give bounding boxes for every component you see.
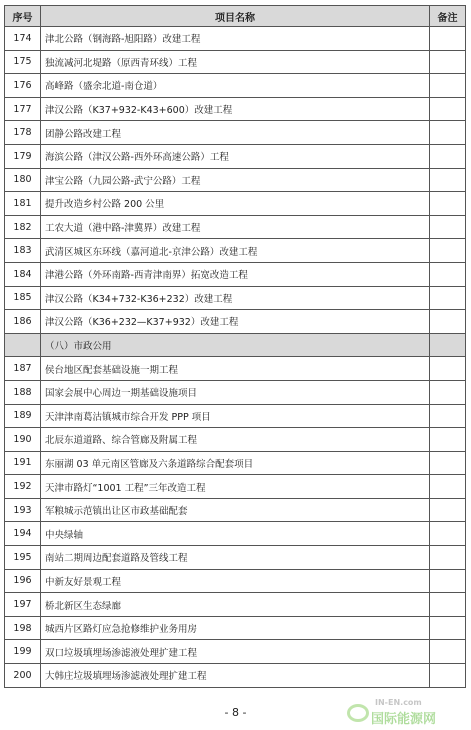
row-remarks (430, 192, 466, 216)
globe-icon (347, 704, 369, 722)
watermark-domain: IN-EN.com (375, 698, 422, 707)
table-row (5, 50, 466, 74)
row-number: 196 (5, 569, 41, 593)
row-remarks (430, 168, 466, 192)
table-row (5, 192, 466, 216)
row-remarks (430, 616, 466, 640)
row-project-name: 东丽湖 03 单元南区管廊及六条道路综合配套项目 (41, 451, 430, 475)
row-project-name: 军粮城示范镇出让区市政基础配套 (41, 498, 430, 522)
row-remarks (430, 451, 466, 475)
table-row (5, 640, 466, 664)
row-remarks (430, 569, 466, 593)
row-project-name: 津汉公路（K34+732-K36+232）改建工程 (41, 286, 430, 310)
row-project-name: 工农大道（港中路-津冀界）改建工程 (41, 215, 430, 239)
row-number: 191 (5, 451, 41, 475)
row-remarks (430, 215, 466, 239)
row-number: 198 (5, 616, 41, 640)
table-row (5, 546, 466, 570)
table-row (5, 428, 466, 452)
row-project-name: 城西片区路灯应急抢修维护业务用房 (41, 616, 430, 640)
header-remarks: 备注 (430, 6, 466, 27)
row-number: 192 (5, 475, 41, 499)
row-remarks (430, 74, 466, 98)
table-row (5, 404, 466, 428)
row-remarks (430, 380, 466, 404)
table-row (5, 144, 466, 168)
row-project-name: 天津市路灯“1001 工程”三年改造工程 (41, 475, 430, 499)
row-number: 181 (5, 192, 41, 216)
table-row (5, 310, 466, 334)
table-row (5, 357, 466, 381)
header-number: 序号 (5, 6, 41, 27)
row-number: 179 (5, 144, 41, 168)
table-row (5, 215, 466, 239)
row-remarks (430, 310, 466, 334)
row-project-name: 天津津南葛沽镇城市综合开发 PPP 项目 (41, 404, 430, 428)
section-row (5, 333, 466, 357)
row-number: 186 (5, 310, 41, 334)
table-row (5, 121, 466, 145)
row-remarks (430, 97, 466, 121)
row-number: 185 (5, 286, 41, 310)
row-number: 183 (5, 239, 41, 263)
row-remarks (430, 239, 466, 263)
table-row (5, 498, 466, 522)
row-project-name: 津宝公路（九园公路-武宁公路）工程 (41, 168, 430, 192)
row-project-name: 津北公路（钢海路-旭阳路）改建工程 (41, 27, 430, 51)
row-project-name: 海滨公路（津汉公路-西外环高速公路）工程 (41, 144, 430, 168)
row-number: 200 (5, 664, 41, 688)
row-remarks (430, 428, 466, 452)
row-remarks (430, 144, 466, 168)
row-number: 178 (5, 121, 41, 145)
row-remarks (430, 498, 466, 522)
row-number: 193 (5, 498, 41, 522)
table-row (5, 27, 466, 51)
row-remarks (430, 404, 466, 428)
table-row (5, 262, 466, 286)
table-row (5, 97, 466, 121)
row-number: 182 (5, 215, 41, 239)
section-number-cell (5, 333, 41, 357)
row-number: 176 (5, 74, 41, 98)
row-project-name: 北辰东道道路、综合管廊及附属工程 (41, 428, 430, 452)
table-row (5, 286, 466, 310)
row-number: 195 (5, 546, 41, 570)
row-number: 187 (5, 357, 41, 381)
table-row (5, 475, 466, 499)
row-number: 174 (5, 27, 41, 51)
row-number: 177 (5, 97, 41, 121)
row-remarks (430, 593, 466, 617)
page-number: - 8 - (224, 706, 247, 719)
table-row (5, 522, 466, 546)
row-project-name: 津汉公路（K36+232—K37+932）改建工程 (41, 310, 430, 334)
row-project-name: 国家会展中心周边一期基础设施项目 (41, 380, 430, 404)
row-project-name: 大韩庄垃圾填埋场渗滤液处理扩建工程 (41, 664, 430, 688)
row-remarks (430, 27, 466, 51)
row-number: 194 (5, 522, 41, 546)
table-row (5, 664, 466, 688)
header-project-name: 项目名称 (41, 6, 430, 27)
row-number: 188 (5, 380, 41, 404)
row-project-name: 团静公路改建工程 (41, 121, 430, 145)
section-label: （八）市政公用 (41, 333, 430, 357)
row-project-name: 侯台地区配套基础设施一期工程 (41, 357, 430, 381)
row-project-name: 中央绿轴 (41, 522, 430, 546)
row-number: 197 (5, 593, 41, 617)
table-row (5, 74, 466, 98)
table-row (5, 239, 466, 263)
row-project-name: 津汉公路（K37+932-K43+600）改建工程 (41, 97, 430, 121)
row-remarks (430, 522, 466, 546)
row-remarks (430, 50, 466, 74)
row-project-name: 武清区城区东环线（嘉河道北-京津公路）改建工程 (41, 239, 430, 263)
row-remarks (430, 121, 466, 145)
row-number: 190 (5, 428, 41, 452)
row-project-name: 桥北新区生态绿廊 (41, 593, 430, 617)
watermark-name: 国际能源网 (371, 712, 437, 727)
table-row (5, 616, 466, 640)
table-row (5, 168, 466, 192)
row-remarks (430, 546, 466, 570)
row-remarks (430, 475, 466, 499)
row-project-name: 高峰路（盛余北道-南仓道） (41, 74, 430, 98)
table-row (5, 380, 466, 404)
row-project-name: 提升改造乡村公路 200 公里 (41, 192, 430, 216)
row-number: 180 (5, 168, 41, 192)
row-number: 189 (5, 404, 41, 428)
row-remarks (430, 357, 466, 381)
row-remarks (430, 640, 466, 664)
row-remarks (430, 664, 466, 688)
row-project-name: 南站二期周边配套道路及管线工程 (41, 546, 430, 570)
row-project-name: 双口垃圾填埋场渗滤液处理扩建工程 (41, 640, 430, 664)
watermark-logo (343, 698, 463, 726)
table-row (5, 451, 466, 475)
row-project-name: 独流减河北堤路（原西青环线）工程 (41, 50, 430, 74)
row-number: 184 (5, 262, 41, 286)
table-header-row (5, 6, 466, 27)
row-project-name: 中新友好景观工程 (41, 569, 430, 593)
row-project-name: 津港公路（外环南路-西青津南界）拓宽改造工程 (41, 262, 430, 286)
table-row (5, 593, 466, 617)
row-remarks (430, 262, 466, 286)
section-remarks-cell (430, 333, 466, 357)
row-number: 175 (5, 50, 41, 74)
row-number: 199 (5, 640, 41, 664)
table-row (5, 569, 466, 593)
project-table (4, 5, 466, 688)
row-remarks (430, 286, 466, 310)
